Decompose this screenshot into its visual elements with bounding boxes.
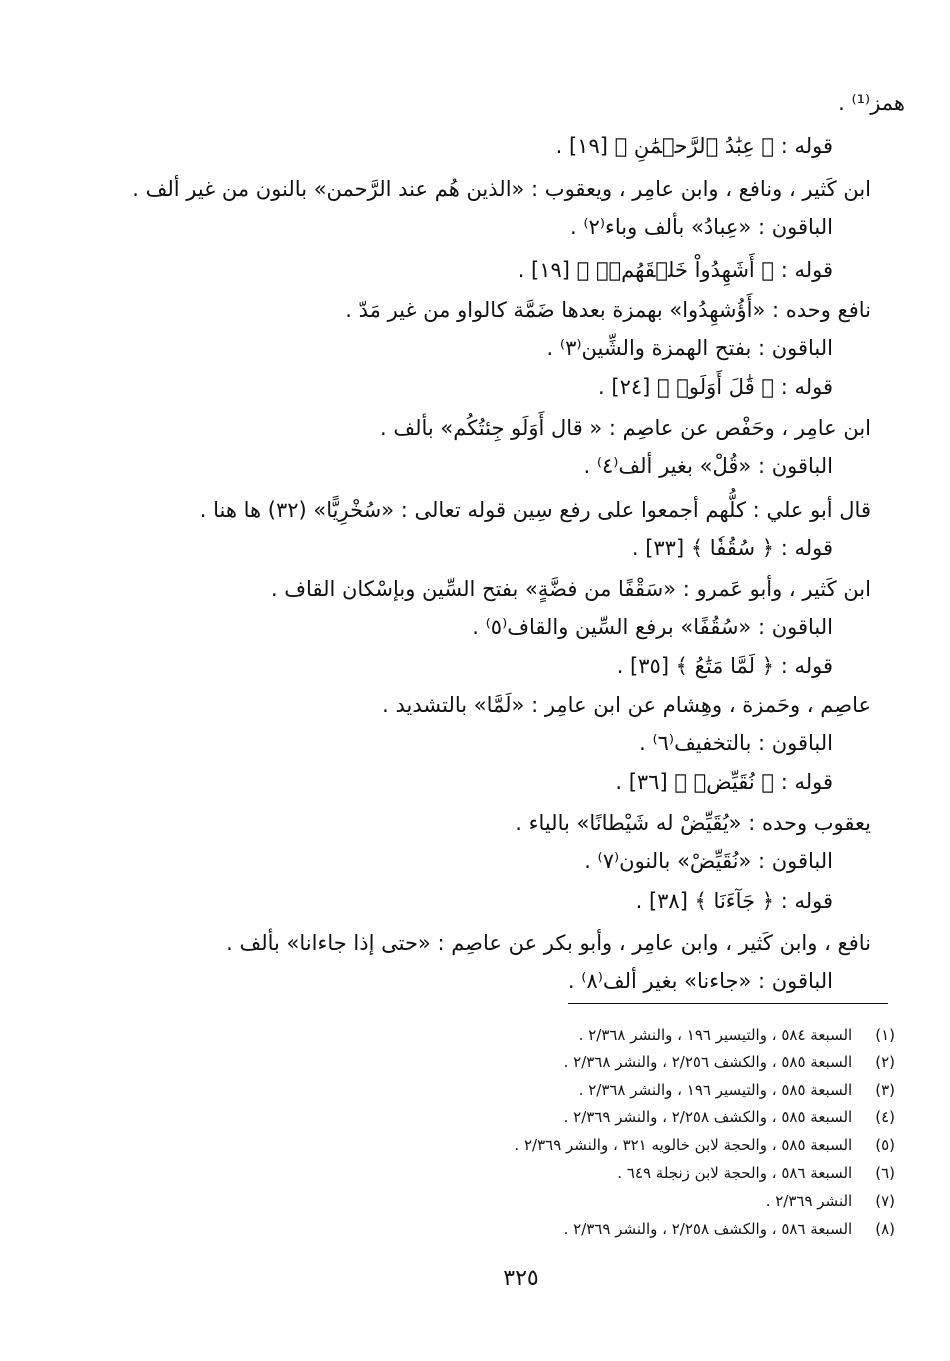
footnote-number: (٤) bbox=[875, 1108, 895, 1126]
footnote-text: السبعة ٥٨٦ ، والحجة لابن زنجلة ٦٤٩ . bbox=[617, 1164, 853, 1182]
text-line: ابن كَثير ، وأبو عَمرو : «سَقْفًا من فضَّةٍ» بفتح السِّين وبإسْكان القاف . bbox=[270, 577, 871, 601]
footnote-separator bbox=[568, 1003, 888, 1004]
text-line: نافع ، وابن كَثير ، وابن عامِر ، وأبو بكر عن عاصِم : «حتى إذا جاءانا» بألف . bbox=[226, 931, 871, 955]
footnote-number: (٧) bbox=[875, 1192, 895, 1210]
text-line: يعقوب وحده : «يُقَيِّضْ له شَيْطانًا» بالياء . bbox=[515, 811, 871, 835]
text-line: الباقون : «قُلْ» بغير ألف⁽٤⁾ . bbox=[583, 454, 833, 478]
text-line: قوله : ﴿ سُقُفٗا ﴾ [٣٣] . bbox=[631, 536, 833, 560]
footnote-number: (٢) bbox=[875, 1053, 895, 1071]
text-line: همز⁽¹⁾ . bbox=[838, 91, 905, 115]
footnote-number: (٣) bbox=[875, 1081, 895, 1099]
text-line: قال أبو علي : كلُّهم أجمعوا على رفع سِين قوله تعالى : «سُخْرِيًّا» (٣٢) ها هنا . bbox=[199, 498, 871, 522]
footnote-text: السبعة ٥٨٦ ، والكشف ٢/٢٥٨ ، والنشر ٢/٣٦٩ . bbox=[563, 1220, 853, 1238]
footnote-number: (٨) bbox=[875, 1220, 895, 1238]
footnote-text: السبعة ٥٨٥ ، والكشف ٢/٢٥٨ ، والنشر ٢/٣٦٩ . bbox=[563, 1108, 853, 1126]
footnote-text: السبعة ٥٨٥ ، والكشف ٢/٢٥٦ ، والنشر ٢/٣٦٨ . bbox=[563, 1053, 853, 1071]
footnote bbox=[564, 1219, 895, 1239]
text-line: الباقون : بفتح الهمزة والشِّين⁽٣⁾ . bbox=[546, 336, 833, 360]
text-line: الباقون : «سُقُفًا» برفع السِّين والقاف⁽٥⁾ . bbox=[472, 615, 833, 639]
text-line: ابن عامِر ، وحَفْص عن عاصِم : « قال أَوَلَو جِئتُكُم» بألف . bbox=[379, 416, 871, 440]
footnote bbox=[617, 1163, 895, 1183]
text-line: قوله : ﴿ أَشَهِدُواْ خَلۡقَهُمۡۚ ﴾ [١٩] . bbox=[517, 258, 833, 282]
footnote bbox=[766, 1191, 895, 1211]
text-line: قوله : ﴿ نُقَيِّضۡ ﴾ [٣٦] . bbox=[615, 770, 833, 794]
footnote-number: (٥) bbox=[875, 1136, 895, 1154]
footnote bbox=[514, 1135, 895, 1155]
footnote-text: السبعة ٥٨٥ ، والحجة لابن خالويه ٣٢١ ، والنشر ٢/٣٦٩ . bbox=[514, 1136, 853, 1154]
footnote bbox=[579, 1025, 895, 1045]
text-line: الباقون : «عِبادُ» بألف وباء⁽٢⁾ . bbox=[570, 215, 833, 239]
text-line: نافع وحده : «أَؤُشهِدُوا» بهمزة بعدها ضَمَّة كالواو من غير مَدّ . bbox=[345, 298, 871, 322]
text-line: الباقون : «جاءنا» بغير ألف⁽٨⁾ . bbox=[567, 969, 833, 993]
text-line: ابن كَثير ، ونافع ، وابن عامِر ، ويعقوب : «الذين هُم عند الرَّحمن» بالنون من غير ألف . bbox=[132, 177, 871, 201]
text-line: قوله : ﴿ لَمَّا مَتَٰعُ ﴾ [٣٥] . bbox=[616, 654, 833, 678]
footnote-text: السبعة ٥٨٥ ، والتيسير ١٩٦ ، والنشر ٢/٣٦٨ . bbox=[578, 1081, 853, 1099]
text-line: الباقون : بالتخفيف⁽٦⁾ . bbox=[639, 731, 833, 755]
text-line: قوله : ﴿ جَآءَنَا ﴾ [٣٨] . bbox=[635, 889, 833, 913]
text-line: قوله : ﴿ عِبَٰدُ ٱلرَّحۡمَٰنِ ﴾ [١٩] . bbox=[555, 134, 833, 158]
text-line: عاصِم ، وحَمزة ، وهِشام عن ابن عامِر : «لَمَّا» بالتشديد . bbox=[382, 693, 871, 717]
footnote bbox=[564, 1107, 895, 1127]
footnote-number: (٦) bbox=[875, 1164, 895, 1182]
text-line: قوله : ﴿ قَٰلَ أَوَلَوۡ ﴾ [٢٤] . bbox=[598, 375, 833, 399]
footnote bbox=[579, 1080, 895, 1100]
footnote-number: (١) bbox=[875, 1026, 895, 1044]
page-number: ٣٢٥ bbox=[503, 1266, 539, 1291]
text-line: الباقون : «نُقَيِّضْ» بالنون⁽٧⁾ . bbox=[584, 849, 833, 873]
footnote-text: النشر ٢/٣٦٩ . bbox=[765, 1192, 853, 1210]
footnote bbox=[564, 1052, 895, 1072]
footnote-text: السبعة ٥٨٤ ، والتيسير ١٩٦ ، والنشر ٢/٣٦٨ . bbox=[578, 1026, 853, 1044]
